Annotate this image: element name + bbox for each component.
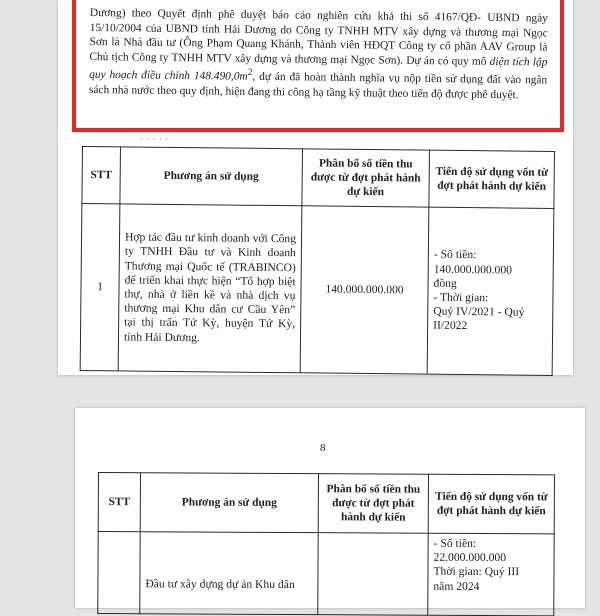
schedule-currency: đồng	[433, 276, 457, 290]
excerpt-italic-area-2: hoạch điều chỉnh 148.490,0m	[109, 69, 248, 84]
schedule-amount-label: - Số tiền:	[433, 536, 477, 550]
excerpt-paragraph	[89, 6, 548, 103]
excerpt-superscript: 2	[247, 68, 253, 79]
header-plan: Phương án sử dụng	[120, 147, 303, 206]
header-stt: STT	[82, 147, 121, 204]
schedule-amount: 22.000.000.000	[433, 550, 507, 565]
excerpt-line-7: đất vào ngân sách nhà nước theo quy định, hiện đang thi công hạ tầng kỹ thuật	[88, 74, 548, 100]
header-plan: Phương án sử dụng	[140, 473, 318, 533]
schedule-amount: 140.000.000.000	[433, 262, 513, 277]
excerpt-line-1: Dương) theo Quyết định phê duyệt báo cáo nghiên cứu khả thi số 4167/QĐ-	[89, 6, 482, 24]
schedule-time: Quý IV/2021 - Quý II/2022	[433, 304, 525, 333]
cell-amount: 140.000.000.000	[300, 206, 429, 374]
cell-plan	[140, 532, 318, 615]
highlighted-excerpt	[72, 0, 564, 132]
cell-schedule	[427, 207, 554, 375]
table-header-row	[82, 147, 555, 209]
excerpt-line-3: xây dựng và thương mại Ngọc Sơn là Nhà đầu tư (Ông Phạm Quang Khánh,	[89, 25, 548, 51]
excerpt-line-8: theo tiến độ được phê duyệt.	[388, 87, 519, 102]
cut-off-text-fragment: · · · · ·	[140, 134, 169, 144]
header-allocation: Phân bổ số tiền thu được từ đợt phát hành dự kiến	[302, 149, 430, 207]
schedule-year: năm 2024	[433, 579, 480, 593]
cell-schedule	[428, 533, 554, 616]
header-stt: STT	[98, 473, 140, 532]
cell-spacer	[145, 535, 312, 578]
header-allocation: Phân bổ số tiền thu được từ đợt phát hành dự kiến	[318, 474, 428, 534]
cell-stt	[98, 532, 140, 614]
schedule-time: Thời gian: Quý III	[433, 565, 520, 579]
schedule-amount-label: - Số tiền:	[433, 248, 477, 262]
cell-plan-text: Đầu tư xây dựng dự án Khu dân	[145, 577, 295, 592]
table-header-row	[98, 473, 554, 534]
cell-stt: 1	[80, 204, 120, 371]
excerpt-line-2: UBND ngày 15/10/2004 của UBND tỉnh Hải Dương do Công ty TNHH MTV	[89, 11, 548, 38]
table-row	[80, 204, 554, 376]
header-schedule: Tiến độ sử dụng vốn từ đợt phát hành dự kiến	[429, 150, 555, 208]
excerpt-italic-area-1: diện tích lập quy	[89, 55, 548, 82]
fund-usage-table-continued	[97, 472, 555, 616]
page-number: 8	[320, 442, 326, 454]
excerpt-line-4: Thành viên HĐQT Công ty cổ phần AAV Group là Chủ tịch Công ty TNHH	[89, 38, 548, 65]
table-row	[98, 532, 554, 616]
excerpt-line-6: , dự án đã hoàn thành nghĩa vụ nộp tiền sử dụng	[252, 71, 484, 86]
header-schedule: Tiến độ sử dụng vốn từ đợt phát hành dự kiến	[428, 474, 554, 534]
fund-usage-table	[80, 146, 555, 376]
cell-amount	[318, 533, 428, 616]
schedule-time-label: - Thời gian:	[433, 290, 489, 305]
excerpt-line-5: MTV xây dựng và thương mại Ngọc Sơn). Dự án có quy mô	[206, 52, 490, 68]
cell-plan: Hợp tác đầu tư kinh doanh với Công ty TNHH Đầu tư và Kinh doanh Thương mại Quốc tế (TRABINCO) để triển khai thực hiện “Tổ hợp biệt thự, nhà ở liền kề và nhà dịch vụ thương mại Khu dân cư Cầu Yên” tại thị trấn Tứ Kỳ, huyện Tứ Kỳ, tỉnh Hải Dương.	[118, 204, 302, 373]
